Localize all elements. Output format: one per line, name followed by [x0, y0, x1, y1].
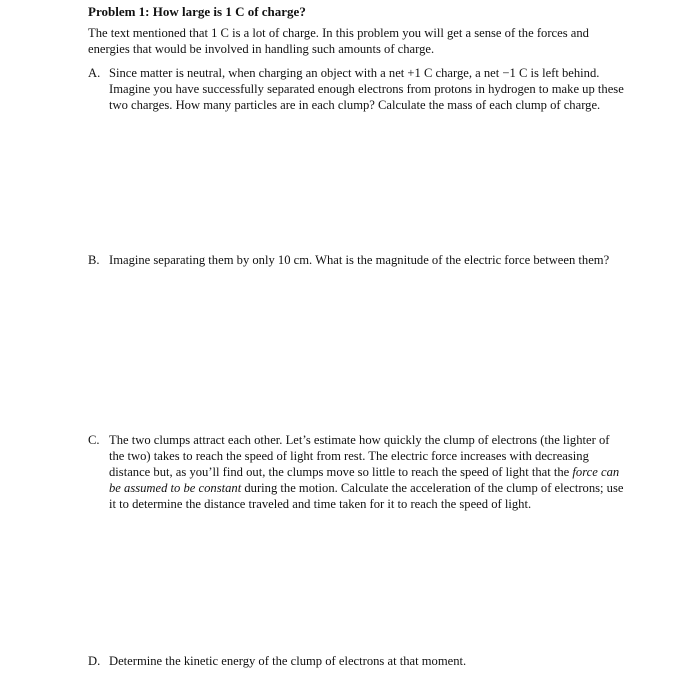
problem-title: Problem 1: How large is 1 C of charge? — [88, 4, 306, 19]
part-b-line: Imagine separating them by only 10 cm. What is the magnitude of the electric force between them? — [109, 253, 610, 267]
intro-line: energies that would be involved in handling such amounts of charge. — [88, 42, 435, 56]
part-d-line: Determine the kinetic energy of the clump of electrons at that moment. — [109, 654, 467, 668]
part-c-text — [109, 432, 669, 512]
part-c-emphasis: force can — [572, 465, 620, 479]
part-c-line — [109, 464, 669, 480]
part-c-line4-text: during the motion. Calculate the acceleration of the clump of electrons; use — [241, 481, 624, 495]
part-c-emphasis: be assumed to be constant — [109, 481, 242, 495]
part-a-marker: A. — [88, 66, 101, 80]
part-a-text — [109, 65, 669, 113]
part-d-marker: D. — [88, 654, 101, 668]
intro-line: The text mentioned that 1 C is a lot of charge. In this problem you will get a sense of the forces and — [88, 26, 589, 40]
part-a-line: Imagine you have successfully separated enough electrons from protons in hydrogen to make up these — [109, 82, 624, 96]
part-b-text — [109, 252, 669, 268]
part-c-marker: C. — [88, 433, 100, 447]
part-a-line: Since matter is neutral, when charging an object with a net +1 C charge, a net −1 C is left behind. — [109, 66, 600, 80]
part-a-line: two charges. How many particles are in each clump? Calculate the mass of each clump of charge. — [109, 98, 601, 112]
part-c-line: the two) takes to reach the speed of light from rest. The electric force increases with decreasing — [109, 449, 589, 463]
part-c-line — [109, 480, 669, 496]
part-d-text — [109, 653, 669, 669]
intro-paragraph — [88, 25, 648, 57]
part-c-line3-text: distance but, as you’ll find out, the clumps move so little to reach the speed of light that the — [109, 465, 573, 479]
part-b-marker: B. — [88, 253, 100, 267]
part-c-line: it to determine the distance traveled and time taken for it to reach the speed of light. — [109, 497, 532, 511]
part-c-line: The two clumps attract each other. Let’s estimate how quickly the clump of electrons (the lighter of — [109, 433, 610, 447]
